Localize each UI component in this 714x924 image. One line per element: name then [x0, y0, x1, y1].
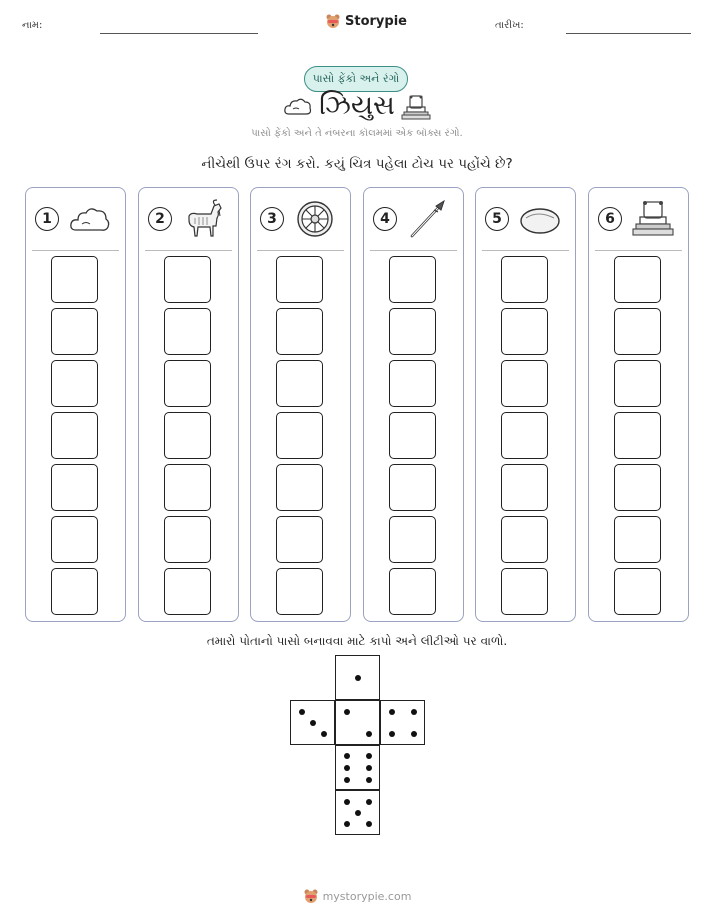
color-box[interactable] [276, 516, 323, 563]
color-box[interactable] [501, 568, 548, 615]
column-number: 4 [373, 207, 397, 231]
color-box[interactable] [389, 464, 436, 511]
throne-icon [401, 93, 431, 121]
column-3 [250, 187, 351, 622]
name-label: નામ: [22, 20, 43, 31]
color-box[interactable] [614, 256, 661, 303]
color-box[interactable] [501, 412, 548, 459]
name-line [100, 33, 258, 34]
color-box[interactable] [51, 256, 98, 303]
throne-icon [631, 198, 675, 240]
column-divider [32, 250, 119, 251]
column-divider [370, 250, 457, 251]
question-text: નીચેથી ઉપર રંગ કરો. કયું ચિત્ર પહેલા ટોચ પર પહોંચે છે? [201, 156, 513, 172]
color-box[interactable] [276, 568, 323, 615]
goat-icon [181, 198, 225, 240]
color-box[interactable] [389, 412, 436, 459]
color-box[interactable] [51, 516, 98, 563]
die-face-5 [335, 790, 380, 835]
die-face-3 [290, 700, 335, 745]
die-face-6 [335, 745, 380, 790]
column-divider [482, 250, 569, 251]
cloud-icon [68, 198, 112, 240]
column-number: 2 [148, 207, 172, 231]
color-box[interactable] [164, 256, 211, 303]
color-box[interactable] [164, 516, 211, 563]
color-box[interactable] [51, 464, 98, 511]
die-face-1 [335, 655, 380, 700]
bear-logo-icon [303, 888, 319, 904]
color-box[interactable] [501, 516, 548, 563]
brand-logo [325, 13, 407, 29]
color-box[interactable] [614, 360, 661, 407]
column-6 [588, 187, 689, 622]
color-box[interactable] [164, 412, 211, 459]
die-face-4 [380, 700, 425, 745]
column-number: 5 [485, 207, 509, 231]
color-box[interactable] [164, 568, 211, 615]
cutout-instruction: તમારો પોતાનો પાસો બનાવવા માટે કાપો અને લીટીઓ પર વાળો. [206, 634, 508, 648]
dice-net [290, 655, 425, 835]
column-4 [363, 187, 464, 622]
column-2 [138, 187, 239, 622]
footer-url[interactable]: mystorypie.com [322, 889, 412, 903]
color-box[interactable] [164, 464, 211, 511]
column-divider [145, 250, 232, 251]
column-divider [595, 250, 682, 251]
color-box[interactable] [276, 464, 323, 511]
column-5 [475, 187, 576, 622]
column-number: 6 [598, 207, 622, 231]
color-box[interactable] [389, 308, 436, 355]
color-box[interactable] [614, 308, 661, 355]
color-box[interactable] [51, 412, 98, 459]
color-box[interactable] [389, 568, 436, 615]
color-box[interactable] [389, 516, 436, 563]
die-face-2 [335, 700, 380, 745]
color-box[interactable] [51, 568, 98, 615]
date-label: તારીખ: [495, 20, 524, 31]
color-box[interactable] [501, 256, 548, 303]
color-box[interactable] [389, 256, 436, 303]
spear-icon [406, 198, 450, 240]
color-box[interactable] [614, 568, 661, 615]
color-box[interactable] [51, 360, 98, 407]
color-box[interactable] [276, 308, 323, 355]
date-line [566, 33, 691, 34]
page-title: ઝિયુસ [319, 90, 395, 121]
stone-icon [518, 198, 562, 240]
color-box[interactable] [501, 308, 548, 355]
column-number: 1 [35, 207, 59, 231]
activity-pill: પાસો ફેંકો અને રંગો [304, 66, 408, 92]
color-box[interactable] [614, 412, 661, 459]
brand-name: Storypie [345, 13, 407, 29]
page-subtitle: પાસો ફેંકો અને તે નંબરના કૉલમમાં એક બૉક્સ રંગો. [251, 128, 463, 139]
color-box[interactable] [614, 516, 661, 563]
color-box[interactable] [276, 412, 323, 459]
column-number: 3 [260, 207, 284, 231]
color-box[interactable] [51, 308, 98, 355]
color-box[interactable] [614, 464, 661, 511]
color-box[interactable] [164, 360, 211, 407]
color-box[interactable] [276, 360, 323, 407]
color-box[interactable] [501, 464, 548, 511]
color-box[interactable] [501, 360, 548, 407]
column-1 [25, 187, 126, 622]
footer [0, 888, 714, 904]
color-box[interactable] [276, 256, 323, 303]
shield-icon [293, 198, 337, 240]
column-divider [257, 250, 344, 251]
bear-logo-icon [325, 13, 341, 29]
color-box[interactable] [389, 360, 436, 407]
color-box[interactable] [164, 308, 211, 355]
